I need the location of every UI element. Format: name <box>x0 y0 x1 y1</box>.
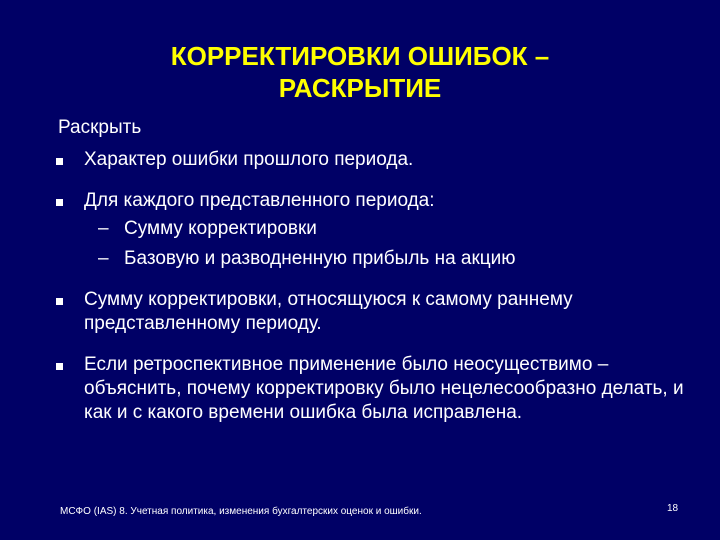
bullet-text: Характер ошибки прошлого периода. <box>84 149 414 170</box>
sub-list <box>84 217 688 271</box>
page-number: 18 <box>667 503 679 514</box>
bullet-text: Если ретроспективное применение было неосуществимо – объяснить, почему корректировку было нецелесообразно делать, и как и с какого времени ошибка была исправлена. <box>84 354 684 423</box>
bullet-item <box>48 189 688 271</box>
dash-marker: – <box>98 248 109 269</box>
footer-text: МСФО (IAS) 8. Учетная политика, изменения бухгалтерских оценок и ошибки. <box>60 506 422 517</box>
bullet-text: Для каждого представленного периода: <box>84 190 435 211</box>
bullet-item <box>48 353 688 425</box>
sub-item-text: Сумму корректировки <box>124 218 317 239</box>
sub-item-text: Базовую и разводненную прибыль на акцию <box>124 248 516 269</box>
slide-title <box>0 40 720 104</box>
sub-item <box>84 247 688 271</box>
intro-label: Раскрыть <box>58 117 142 138</box>
bullet-item <box>48 148 688 172</box>
bullet-square-icon <box>56 363 63 370</box>
bullet-square-icon <box>56 199 63 206</box>
sub-item <box>84 217 688 241</box>
bullet-text: Сумму корректировки, относящуюся к самому раннему представленному периоду. <box>84 289 573 334</box>
title-line-1: КОРРЕКТИРОВКИ ОШИБОК – <box>170 41 550 71</box>
dash-marker: – <box>98 218 109 239</box>
title-line-2: РАСКРЫТИЕ <box>278 73 442 103</box>
bullet-square-icon <box>56 158 63 165</box>
bullet-list <box>48 148 688 442</box>
bullet-item <box>48 288 688 336</box>
bullet-square-icon <box>56 298 63 305</box>
